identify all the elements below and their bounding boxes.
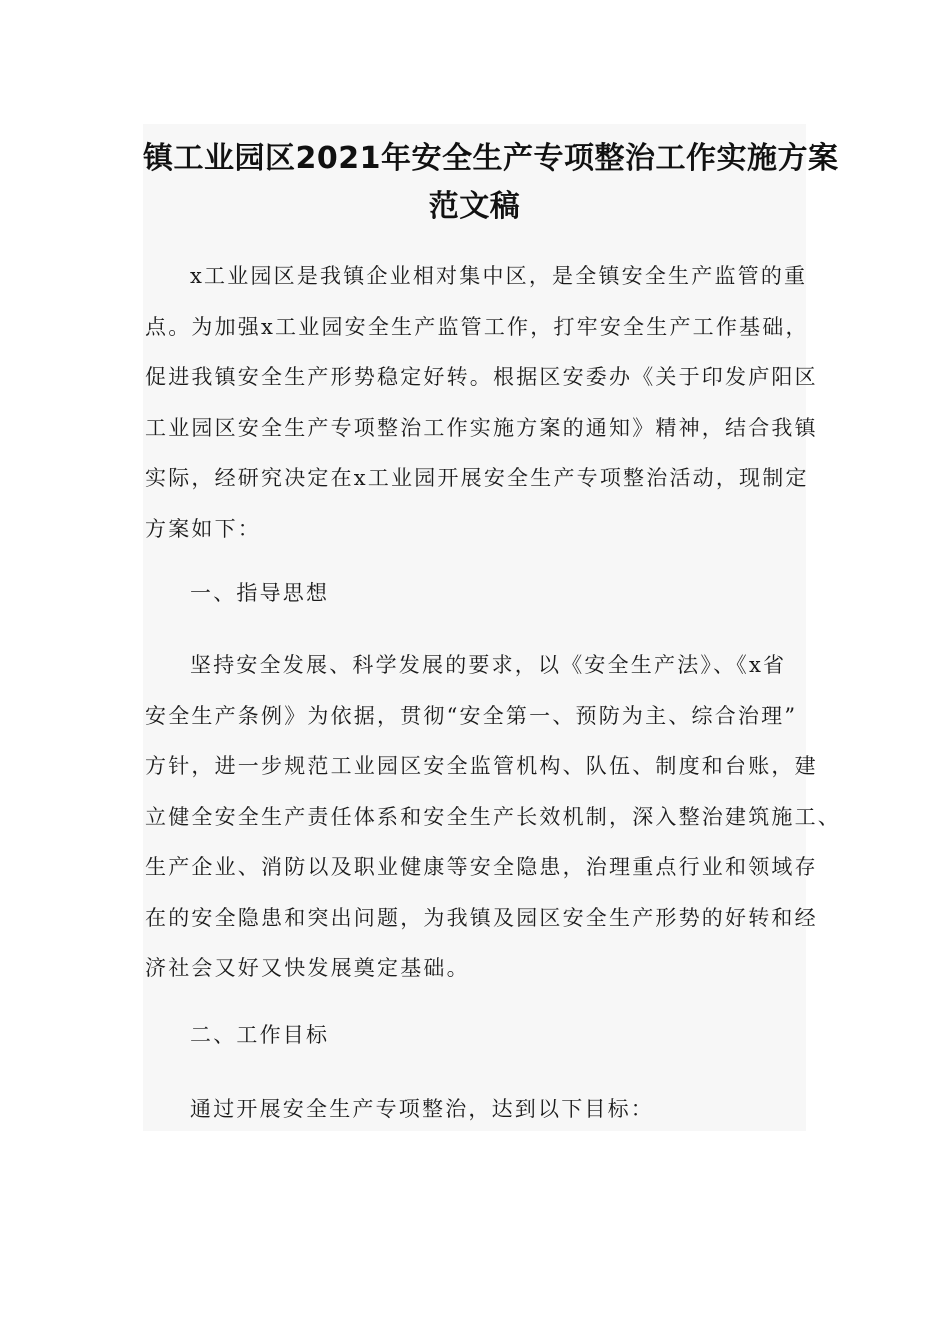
paragraph-line: x工业园区是我镇企业相对集中区，是全镇安全生产监管的重 (190, 264, 808, 288)
section-heading-guiding-ideology (145, 568, 805, 619)
paragraph-line: 在的安全隐患和突出问题，为我镇及园区安全生产形势的好转和经 (145, 905, 818, 930)
paragraph-line: 方案如下： (145, 516, 261, 541)
section-heading-text: 二、工作目标 (190, 1023, 330, 1047)
paragraph-line: 生产企业、消防以及职业健康等安全隐患，治理重点行业和领域存 (145, 855, 818, 879)
paragraph-line: 工业园区安全生产专项整治工作实施方案的通知》精神，结合我镇 (145, 415, 818, 440)
section-heading-work-goals (145, 1010, 805, 1061)
document-title-line-2: 范文稿 (428, 189, 521, 224)
section-heading-text: 一、指导思想 (190, 581, 330, 605)
work-goals-paragraph (145, 1084, 805, 1135)
paragraph-line: 实际，经研究决定在x工业园开展安全生产专项整治活动，现制定 (145, 466, 809, 490)
paragraph-line: 立健全安全生产责任体系和安全生产长效机制，深入整治建筑施工、 (145, 804, 841, 829)
paragraph-line: 安全生产条例》为依据，贯彻“安全第一、预防为主、综合治理” (145, 703, 798, 728)
paragraph-line: 通过开展安全生产专项整治，达到以下目标： (190, 1097, 654, 1121)
paragraph-line: 点。为加强x工业园安全生产监管工作，打牢安全生产工作基础， (145, 314, 809, 339)
intro-paragraph (145, 251, 818, 554)
paragraph-line: 促进我镇安全生产形势稳定好转。根据区安委办《关于印发庐阳区 (145, 365, 818, 389)
paragraph-line: 方针，进一步规范工业园区安全监管机构、队伍、制度和台账，建 (145, 754, 818, 778)
document-page (143, 124, 841, 1131)
paragraph-line: 济社会又好又快发展奠定基础。 (145, 956, 470, 980)
paragraph-line: 坚持安全发展、科学发展的要求，以《安全生产法》、《x省 (190, 653, 787, 677)
document-title-line-1: 镇工业园区2021年安全生产专项整治工作实施方案 (143, 141, 839, 176)
guiding-ideology-paragraph (145, 640, 841, 994)
